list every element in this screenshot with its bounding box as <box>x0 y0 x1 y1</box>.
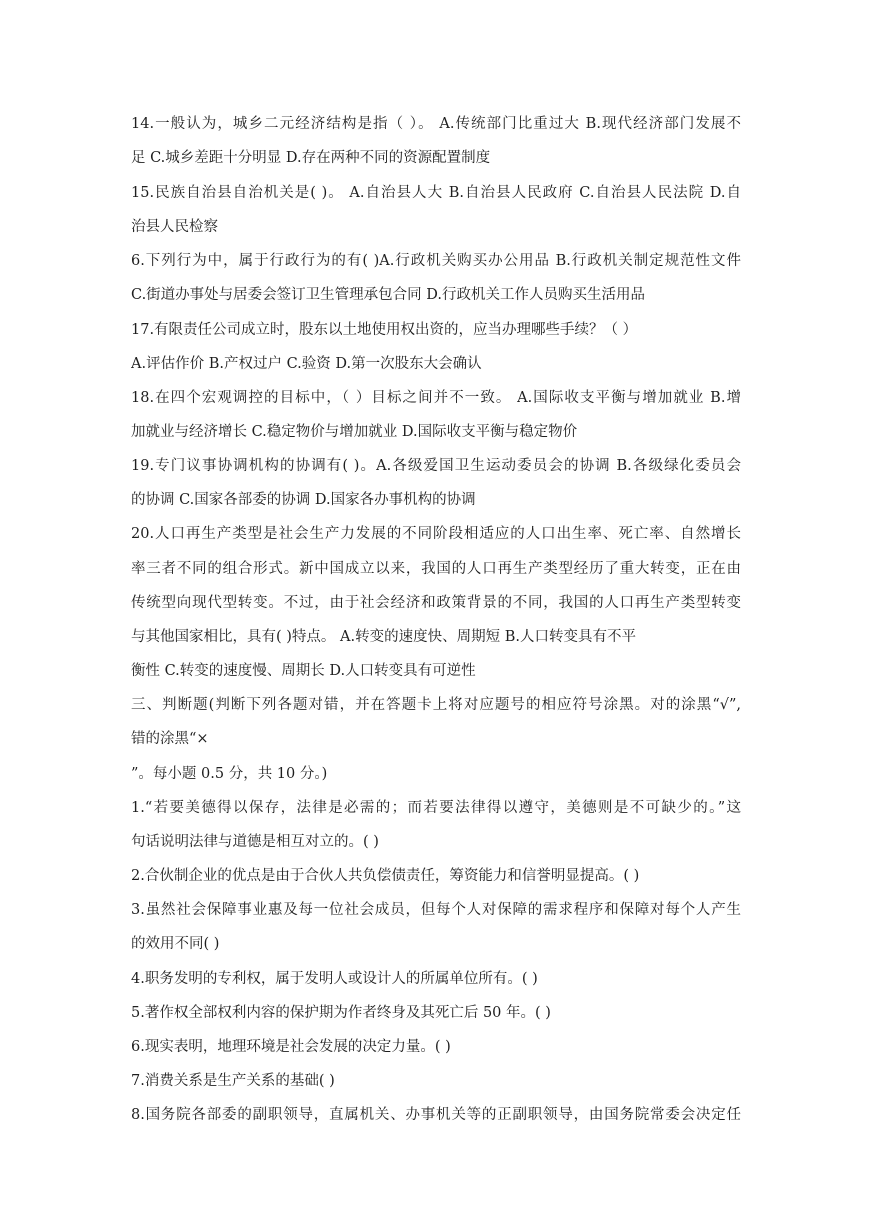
j5-line: 5.著作权全部权利内容的保护期为作者终身及其死亡后 50 年。( ) <box>131 1005 551 1021</box>
q14-line-2: 足 C.城乡差距十分明显 D.存在两种不同的资源配置制度 <box>131 150 491 166</box>
q20-line-4: 与其他国家相比，具有( )特点。 A.转变的速度快、周期短 B.人口转变具有不平 <box>131 629 636 645</box>
q18-line-2: 加就业与经济增长 C.稳定物价与增加就业 D.国际收支平衡与稳定物价 <box>131 424 578 440</box>
q18-line-1: 18.在四个宏观调控的目标中，（ ）目标之间并不一致。 A.国际收支平衡与增加就业 B.增 <box>131 390 741 406</box>
q20-line-3: 传统型向现代型转变。不过，由于社会经济和政策背景的不同，我国的人口再生产类型转变 <box>131 595 741 611</box>
j8-line-1: 8.国务院各部委的副职领导，直属机关、办事机关等的正副职领导，由国务院常委会决定任 <box>131 1107 741 1123</box>
q20-line-1: 20.人口再生产类型是社会生产力发展的不同阶段相适应的人口出生率、死亡率、自然增长 <box>131 526 741 542</box>
q16-line-2: C.街道办事处与居委会签订卫生管理承包合同 D.行政机关工作人员购买生活用品 <box>131 287 646 303</box>
j3-line-2: 的效用不同( ) <box>131 936 220 952</box>
j4-line: 4.职务发明的专利权，属于发明人或设计人的所属单位所有。( ) <box>131 971 538 987</box>
q15-line-1: 15.民族自治县自治机关是( )。 A.自治县人大 B.自治县人民政府 C.自治县人民法院 D.自 <box>131 185 741 201</box>
section-3-heading-line-3: ”。每小题 0.5 分，共 10 分。) <box>131 766 328 782</box>
q20-line-5: 衡性 C.转变的速度慢、周期长 D.人口转变具有可逆性 <box>131 663 476 679</box>
section-3-heading-line-1: 三、判断题(判断下列各题对错，并在答题卡上将对应题号的相应符号涂黑。对的涂黑“√”, <box>131 697 741 713</box>
section-3-heading-line-2: 错的涂黑“× <box>131 731 209 747</box>
q17-line-1: 17.有限责任公司成立时，股东以土地使用权出资的，应当办理哪些手续？（ ） <box>131 322 638 338</box>
q17-line-2: A.评估作价 B.产权过户 C.验资 D.第一次股东大会确认 <box>131 356 482 372</box>
j2-line: 2.合伙制企业的优点是由于合伙人共负偿债责任，筹资能力和信誉明显提高。( ) <box>131 868 640 884</box>
j6-line: 6.现实表明，地理环境是社会发展的决定力量。( ) <box>131 1039 451 1055</box>
q20-line-2: 率三者不同的组合形式。新中国成立以来，我国的人口再生产类型经历了重大转变，正在由 <box>131 561 741 577</box>
q16-line-1: 6.下列行为中，属于行政行为的有( )A.行政机关购买办公用品 B.行政机关制定规范性文件 <box>131 253 741 269</box>
j7-line: 7.消费关系是生产关系的基础( ) <box>131 1073 335 1089</box>
j1-line-1: 1.“若要美德得以保存，法律是必需的；而若要法律得以遵守，美德则是不可缺少的。”这 <box>131 800 741 816</box>
j1-line-2: 句话说明法律与道德是相互对立的。( ) <box>131 834 379 850</box>
q19-line-1: 19.专门议事协调机构的协调有( )。A.各级爱国卫生运动委员会的协调 B.各级绿化委员会 <box>131 458 741 474</box>
q15-line-2: 治县人民检察 <box>131 219 218 235</box>
j3-line-1: 3.虽然社会保障事业惠及每一位社会成员，但每个人对保障的需求程序和保障对每个人产生 <box>131 902 741 918</box>
q14-line-1: 14.一般认为，城乡二元经济结构是指（ ）。 A.传统部门比重过大 B.现代经济部门发展不 <box>131 116 741 132</box>
q19-line-2: 的协调 C.国家各部委的协调 D.国家各办事机构的协调 <box>131 492 476 508</box>
